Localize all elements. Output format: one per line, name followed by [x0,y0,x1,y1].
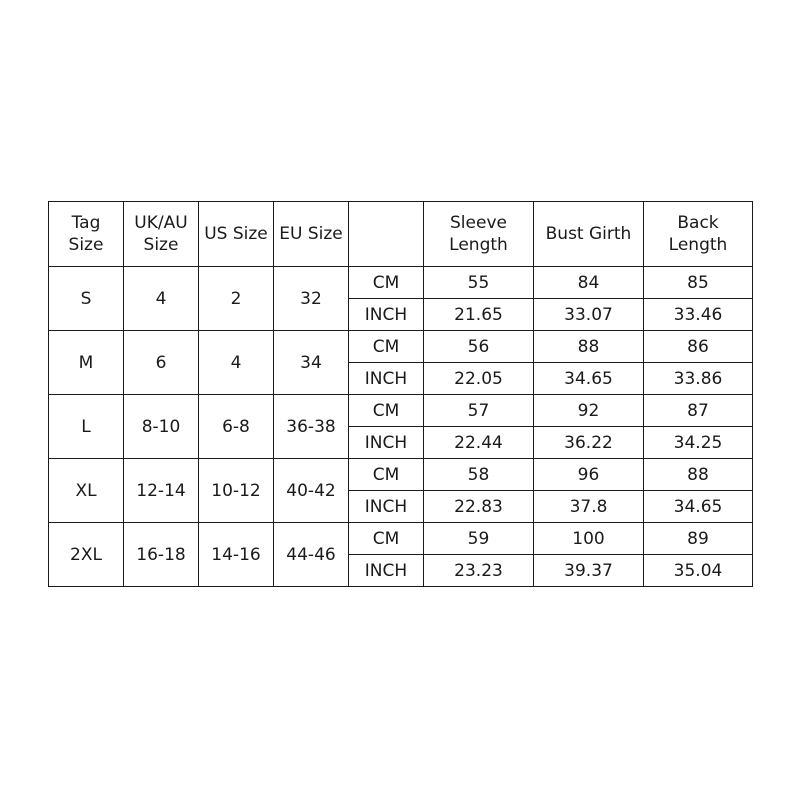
header-line: Tag [71,213,101,233]
sleeve-length-cell: 55 [424,267,534,299]
us-size-cell: 10-12 [199,459,274,523]
eu-size-cell: 44-46 [274,523,349,587]
back-length-cell: 89 [644,523,753,555]
back-length-cell: 35.04 [644,555,753,587]
header-line: Length [449,235,508,255]
header-unit [349,202,424,267]
bust-girth-cell: 33.07 [534,299,644,331]
unit-cell: INCH [349,363,424,395]
uk-au-size-cell: 8-10 [124,395,199,459]
unit-cell: CM [349,523,424,555]
sleeve-length-cell: 21.65 [424,299,534,331]
tag-size-cell: S [49,267,124,331]
back-length-cell: 33.86 [644,363,753,395]
unit-cell: INCH [349,555,424,587]
header-bust-girth [534,202,644,267]
eu-size-cell: 32 [274,267,349,331]
header-line: Size [143,235,179,255]
header-eu-size [274,202,349,267]
tag-size-cell: L [49,395,124,459]
header-back-length [644,202,753,267]
back-length-cell: 87 [644,395,753,427]
eu-size-cell: 40-42 [274,459,349,523]
table-row [49,331,753,363]
sleeve-length-cell: 59 [424,523,534,555]
header-line: Back [677,213,719,233]
header-tag-size [49,202,124,267]
bust-girth-cell: 100 [534,523,644,555]
sleeve-length-cell: 22.44 [424,427,534,459]
uk-au-size-cell: 6 [124,331,199,395]
unit-cell: CM [349,459,424,491]
bust-girth-cell: 39.37 [534,555,644,587]
sleeve-length-cell: 58 [424,459,534,491]
bust-girth-cell: 88 [534,331,644,363]
tag-size-cell: M [49,331,124,395]
bust-girth-cell: 36.22 [534,427,644,459]
sleeve-length-cell: 56 [424,331,534,363]
unit-cell: INCH [349,427,424,459]
back-length-cell: 34.25 [644,427,753,459]
back-length-cell: 33.46 [644,299,753,331]
bust-girth-cell: 37.8 [534,491,644,523]
us-size-cell: 14-16 [199,523,274,587]
sleeve-length-cell: 57 [424,395,534,427]
bust-girth-cell: 96 [534,459,644,491]
uk-au-size-cell: 4 [124,267,199,331]
header-line: EU Size [279,224,343,244]
header-line: Bust Girth [545,224,632,244]
uk-au-size-cell: 12-14 [124,459,199,523]
sleeve-length-cell: 22.05 [424,363,534,395]
unit-cell: INCH [349,299,424,331]
header-row [49,202,753,267]
back-length-cell: 88 [644,459,753,491]
tag-size-cell: 2XL [49,523,124,587]
header-line: UK/AU [134,213,188,233]
header-us-size [199,202,274,267]
uk-au-size-cell: 16-18 [124,523,199,587]
table-body [49,267,753,587]
header-line: Length [668,235,728,255]
table-row [49,395,753,427]
back-length-cell: 34.65 [644,491,753,523]
bust-girth-cell: 84 [534,267,644,299]
header-line: Sleeve [450,213,507,233]
header-sleeve-length [424,202,534,267]
unit-cell: INCH [349,491,424,523]
sleeve-length-cell: 22.83 [424,491,534,523]
table-header [49,202,753,267]
table-row [49,267,753,299]
back-length-cell: 86 [644,331,753,363]
eu-size-cell: 36-38 [274,395,349,459]
header-uk-au-size [124,202,199,267]
unit-cell: CM [349,395,424,427]
bust-girth-cell: 92 [534,395,644,427]
table-row [49,459,753,491]
us-size-cell: 6-8 [199,395,274,459]
unit-cell: CM [349,267,424,299]
back-length-cell: 85 [644,267,753,299]
tag-size-cell: XL [49,459,124,523]
header-line: Size [68,235,104,255]
unit-cell: CM [349,331,424,363]
eu-size-cell: 34 [274,331,349,395]
bust-girth-cell: 34.65 [534,363,644,395]
sleeve-length-cell: 23.23 [424,555,534,587]
table-row [49,523,753,555]
size-chart-table [48,201,753,587]
us-size-cell: 2 [199,267,274,331]
header-line: US Size [204,224,268,244]
us-size-cell: 4 [199,331,274,395]
